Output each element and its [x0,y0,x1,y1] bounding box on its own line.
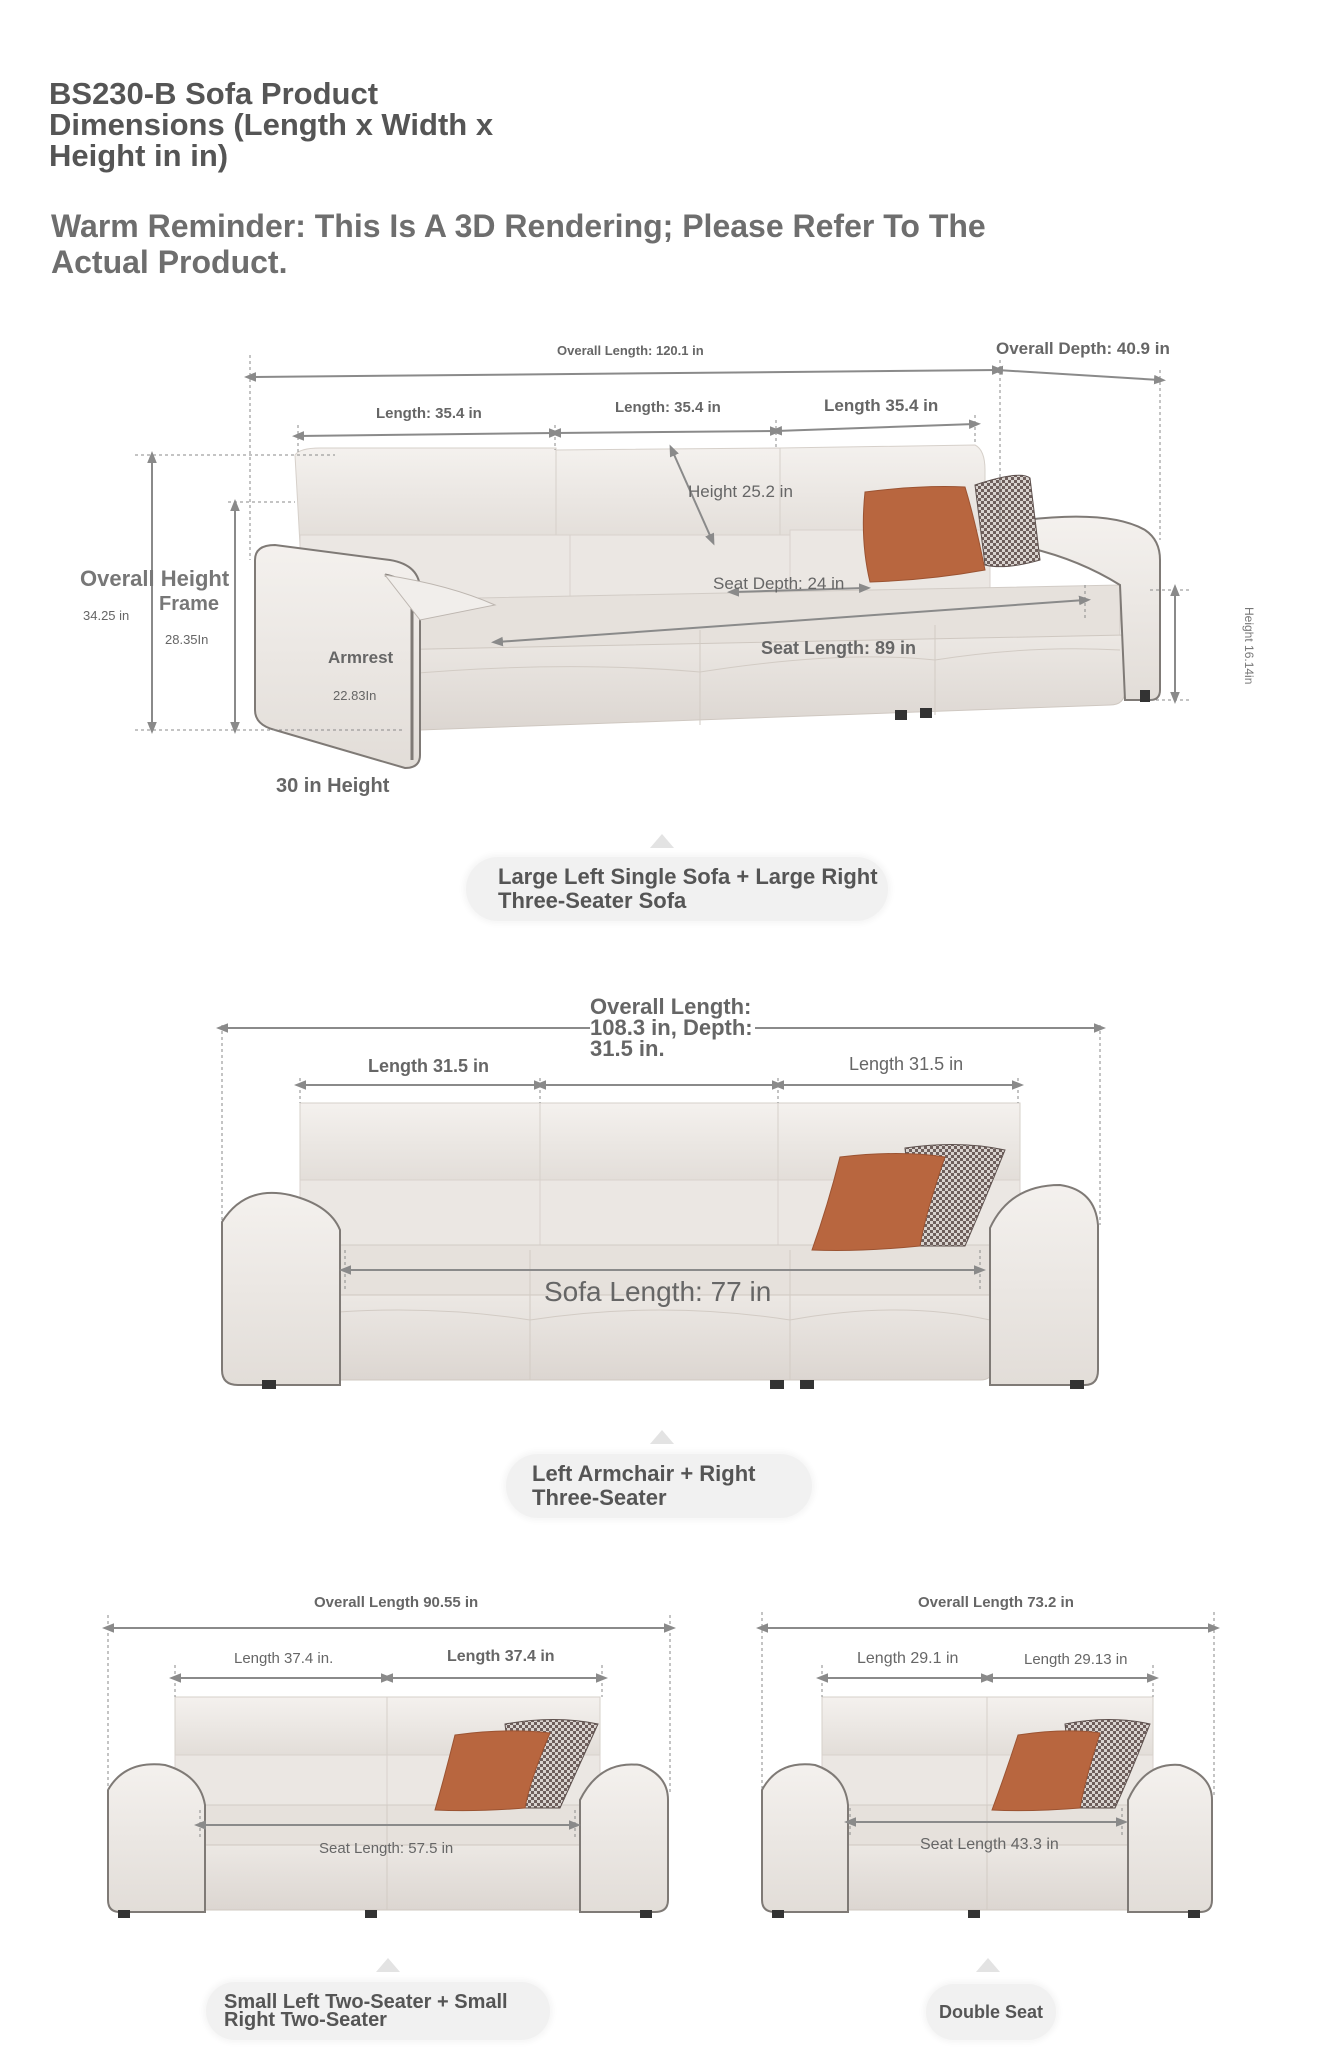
sofa4-caption: Double Seat [938,2001,1044,2022]
caption-3-pointer [376,1958,400,1972]
sofa2-caption: Left Armchair + Right Three-Seater [532,1461,756,1510]
sofa1-frame-value: 28.35In [165,632,209,647]
page-title: BS230-B Sofa Product Dimensions (Length x Width x Height in in) [49,76,494,173]
sofa3-caption: Small Left Two-Seater + Small Right Two-Seater [224,1991,508,2031]
sofa4-length-left-label: Length 29.1 in [857,1650,959,1667]
sofa3-caption-tag [206,1982,550,2040]
sofa4-seat-length-label: Seat Length 43.3 in [920,1836,1059,1853]
sofa1-armrest-label: Armrest [328,648,394,667]
sofa4-length-right-label: Length 29.13 in [1024,1651,1128,1668]
sofa1-overall-length-label: Overall Length: 120.1 in [557,343,704,358]
sofa2-length-left-label: Length 31.5 in [368,1056,490,1076]
sofa2-overall-label: Overall Length: 108.3 in, Depth: 31.5 in. [590,996,755,1059]
sofa-4-drawing [762,1612,1214,1918]
sofa1-overall-height-label: Overall Height [80,566,230,591]
caption-4-pointer [976,1958,1000,1972]
sofa1-overall-depth-label: Overall Depth: 40.9 in [996,339,1170,358]
sofa2-sofa-length-label: Sofa Length: 77 in [544,1276,772,1307]
sofa1-height-30-label: 30 in Height [276,775,390,797]
sofa1-length-3-label: Length 35.4 in [824,396,939,415]
sofa2-length-right-label: Length 31.5 in [849,1054,964,1074]
sofa4-caption-tag [926,1984,1056,2040]
sofa-3-drawing [108,1615,670,1918]
sofa1-caption: Large Left Single Sofa + Large Right Three-Seater Sofa [498,864,878,913]
sofa3-overall-label: Overall Length 90.55 in [314,1594,479,1611]
sofa1-side-height-label: Height 16.14in [1242,607,1256,685]
warm-reminder: Warm Reminder: This Is A 3D Rendering; Please Refer To The Actual Product. [51,208,986,280]
sofa1-seat-length-label: Seat Length: 89 in [761,638,917,658]
sofa3-length-right-label: Length 37.4 in [447,1648,555,1665]
sofa-2-drawing [222,1025,1100,1389]
caption-1-pointer [650,834,674,848]
sofa1-seat-depth-label: Seat Depth: 24 in [713,574,845,593]
sofa3-seat-length-label: Seat Length: 57.5 in [319,1840,454,1857]
sofa3-length-left-label: Length 37.4 in. [234,1650,334,1667]
sofa1-length-1-label: Length: 35.4 in [376,405,482,422]
sofa4-overall-label: Overall Length 73.2 in [918,1594,1074,1611]
sofa1-armrest-value: 22.83In [333,688,377,703]
sofa1-caption-tag [466,857,888,921]
sofa1-length-2-label: Length: 35.4 in [615,399,721,416]
sofa-1-drawing [135,355,1190,768]
sofa1-frame-label: Frame [159,593,220,615]
sofa1-back-height-label: Height 25.2 in [688,482,793,501]
caption-2-pointer [650,1430,674,1444]
sofa2-caption-tag [506,1454,812,1518]
sofa1-overall-height-value: 34.25 in [83,608,130,623]
